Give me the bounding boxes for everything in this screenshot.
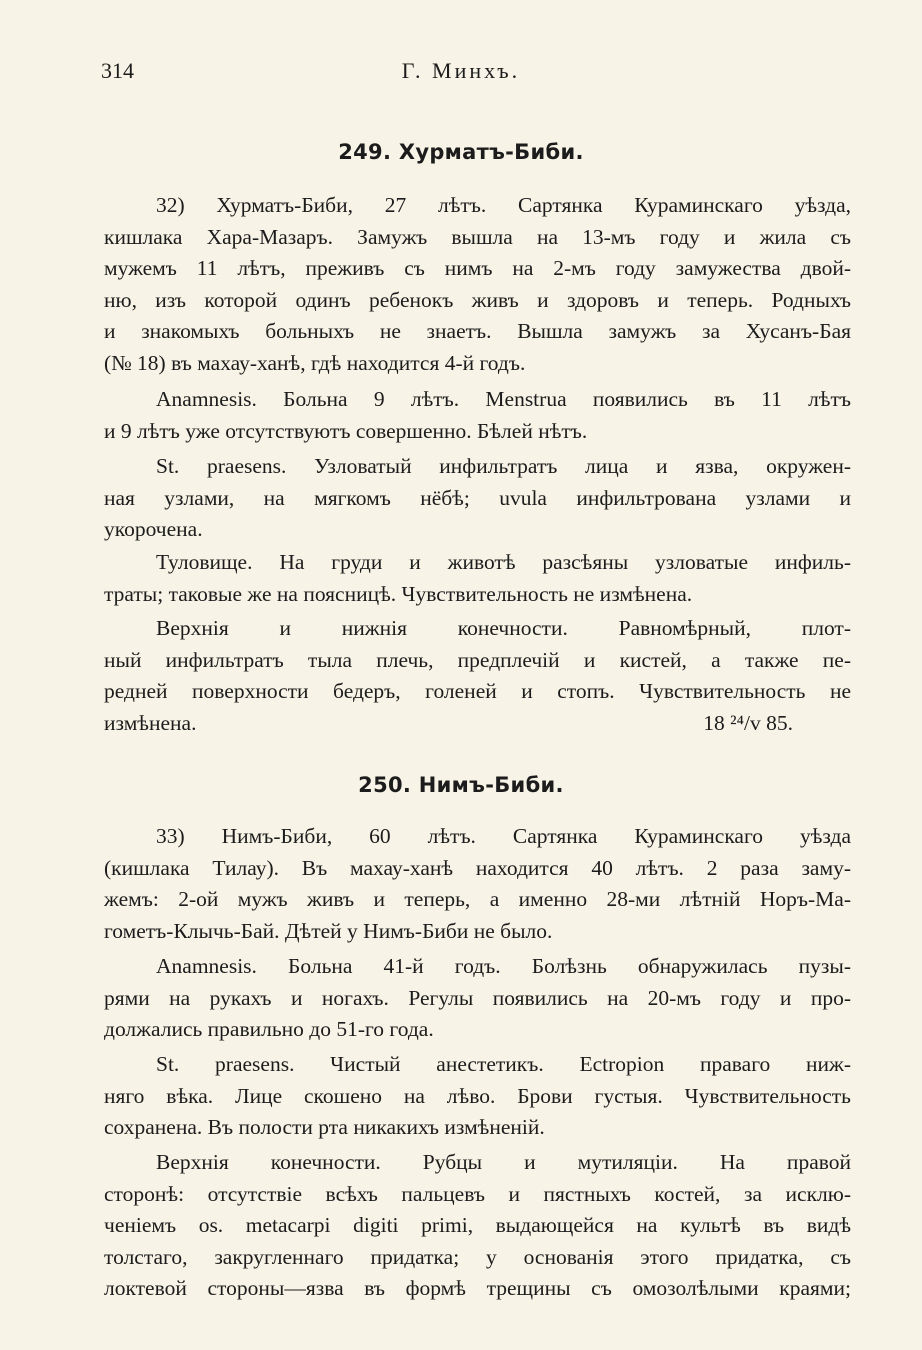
text-line: St. praesens. Чистый анестетикъ. Ectropion праваго ниж-	[156, 1052, 851, 1076]
text-line	[104, 708, 851, 740]
paragraph-249-trunk	[104, 547, 851, 610]
text-line: и 9 лѣтъ уже отсутствуютъ совершенно. Бѣлей нѣтъ.	[104, 418, 588, 443]
text-line: укорочена.	[104, 517, 203, 541]
text-line: гометъ-Клычь-Бай. Дѣтей у Нимъ-Биби не было.	[104, 918, 553, 943]
paragraph-249-intro	[104, 190, 851, 379]
page-header	[0, 58, 922, 88]
text-line: (кишлака Тилау). Въ махау-ханѣ находится 40 лѣтъ. 2 раза заму-	[104, 855, 851, 880]
page-number: 314	[101, 58, 134, 83]
text-line: ная узлами, на мягкомъ нёбѣ; uvula инфильтрована узлами и	[104, 485, 851, 510]
text-line: ню, изъ которой одинъ ребенокъ живъ и здоровъ и теперь. Родныхъ	[104, 287, 851, 312]
text-line: редней поверхности бедеръ, голеней и стопъ. Чувствительность не	[104, 679, 851, 703]
text-line: толстаго, закругленнаго придатка; у основанія этого придатка, съ	[104, 1244, 851, 1269]
text-line: 32) Хурматъ-Биби, 27 лѣтъ. Сартянка Кураминскаго уѣзда,	[156, 193, 851, 217]
text-line: мужемъ 11 лѣтъ, преживъ съ нимъ на 2-мъ году замужества двой-	[104, 256, 851, 280]
paragraph-250-anamnesis	[104, 951, 851, 1046]
entry-title-249: 249. Хурматъ-Биби.	[338, 140, 584, 164]
text-line: (№ 18) въ махау-ханѣ, гдѣ находится 4-й годъ.	[104, 350, 526, 375]
text-line: 33) Нимъ-Биби, 60 лѣтъ. Сартянка Кураминскаго уѣзда	[156, 824, 851, 848]
entry-date: 18 ²⁴/v 85.	[703, 710, 793, 735]
text-line: кишлака Хара-Мазаръ. Замужъ вышла на 13-мъ году и жила съ	[104, 224, 851, 249]
paragraph-249-status	[104, 451, 851, 546]
paragraph-250-limbs	[104, 1147, 851, 1305]
paragraph-249-anamnesis	[104, 384, 851, 447]
text-line: ный инфильтратъ тыла плечь, предплечій и кистей, а также пе-	[104, 647, 851, 672]
text-line: сохранена. Въ полости рта никакихъ измѣненій.	[104, 1115, 545, 1139]
text-line: локтевой стороны—язва въ формѣ трещины съ омозолѣлыми краями;	[104, 1276, 851, 1300]
paragraph-249-limbs	[104, 613, 851, 739]
text-line: няго вѣка. Лице скошено на лѣво. Брови густыя. Чувствительность	[104, 1083, 851, 1108]
final-text: измѣнена.	[104, 710, 197, 735]
text-line: Верхнія конечности. Рубцы и мутиляціи. На правой	[156, 1150, 851, 1174]
text-line: Верхнія и нижнія конечности. Равномѣрный, плот-	[156, 616, 851, 640]
text-line: траты; таковые же на поясницѣ. Чувствительность не измѣнена.	[104, 581, 693, 606]
text-line: жемъ: 2-ой мужъ живъ и теперь, а именно 28-ми лѣтній Норъ-Ма-	[104, 887, 851, 911]
paragraph-250-status	[104, 1049, 851, 1144]
paragraph-250-intro	[104, 821, 851, 947]
entry-title-250: 250. Нимъ-Биби.	[358, 773, 564, 797]
text-line: ченіемъ os. metacarpi digiti primi, выдающейся на культѣ въ видѣ	[104, 1213, 851, 1237]
text-line: сторонѣ: отсутствіе всѣхъ пальцевъ и пястныхъ костей, за исклю-	[104, 1181, 851, 1206]
text-line: St. praesens. Узловатый инфильтратъ лица и язва, окружен-	[156, 454, 851, 478]
text-line: и знакомыхъ больныхъ не знаетъ. Вышла замужъ за Хусанъ-Бая	[104, 319, 851, 343]
text-line: Anamnesis. Больна 41-й годъ. Болѣзнь обнаружилась пузы-	[156, 954, 851, 978]
text-line: Anamnesis. Больна 9 лѣтъ. Menstrua появились въ 11 лѣтъ	[156, 387, 851, 411]
running-title: Г. Минхъ.	[401, 58, 521, 83]
text-line: должались правильно до 51-го года.	[104, 1017, 434, 1041]
text-line: Туловище. На груди и животѣ разсѣяны узловатые инфиль-	[156, 550, 851, 574]
text-line: рями на рукахъ и ногахъ. Регулы появились на 20-мъ году и про-	[104, 985, 851, 1010]
